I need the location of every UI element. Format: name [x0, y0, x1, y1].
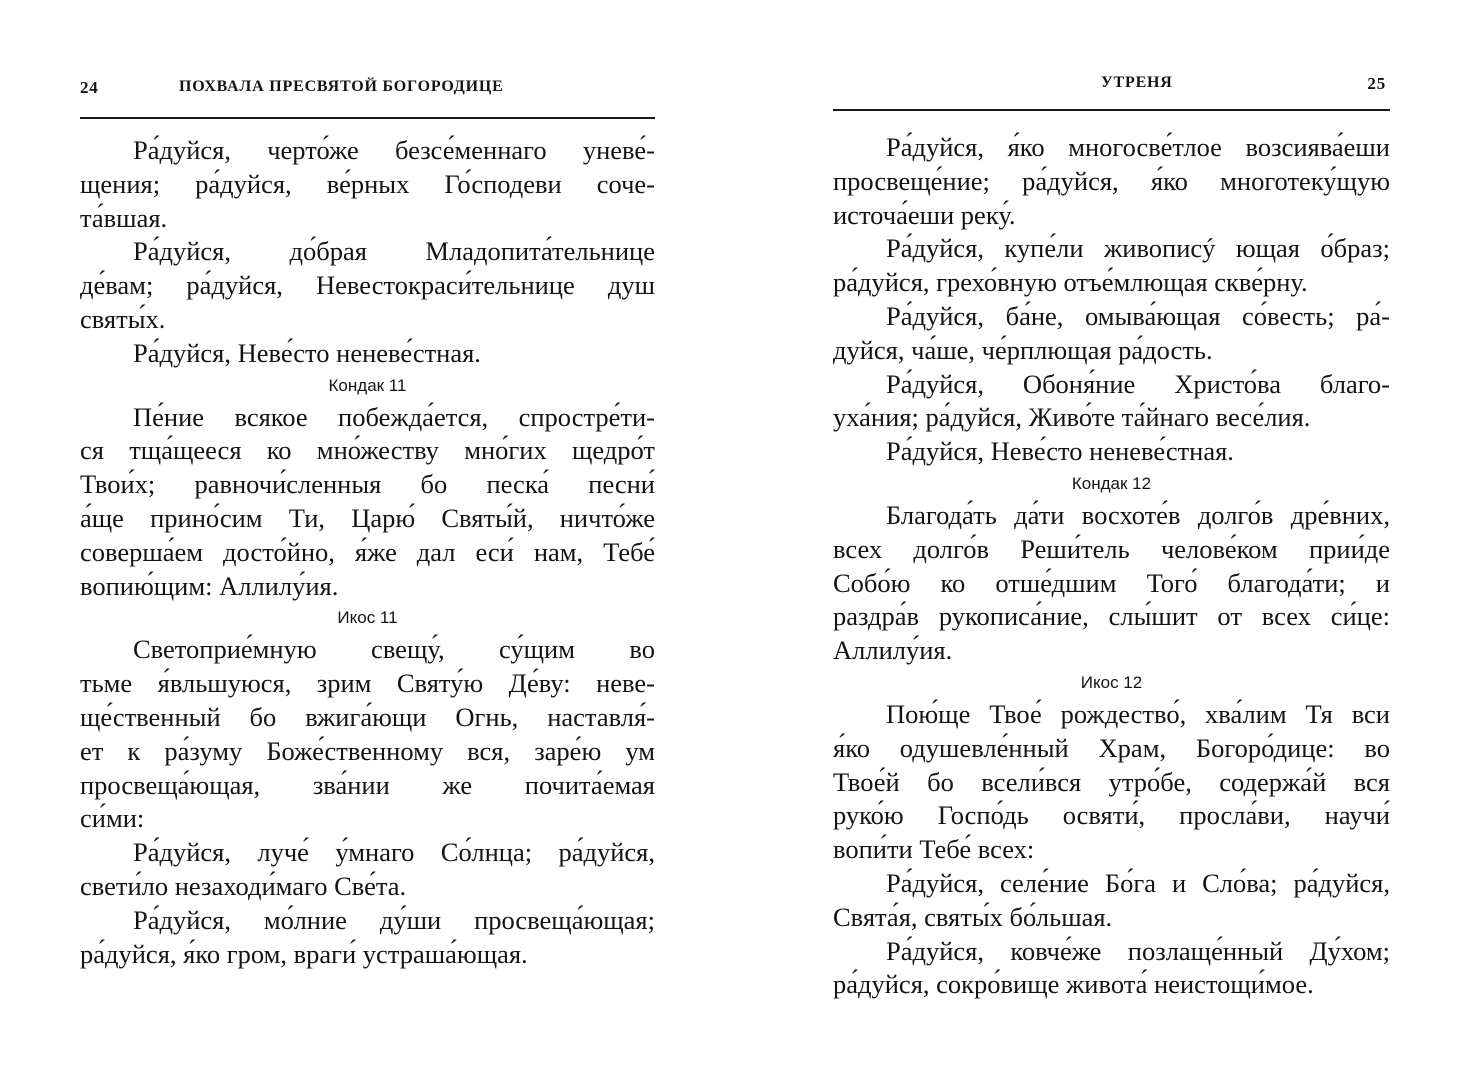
text-line: я́ко одушевле́нный Храм, Богоро́дице: во [833, 732, 1390, 763]
text-line: Ра́дуйся, Неве́сто неневе́стная. [886, 436, 1234, 467]
paragraph [80, 836, 655, 904]
paragraph [833, 867, 1390, 935]
text-line: вопи́ти Тебе́ всех: [833, 834, 1035, 865]
text-line: Ра́дуйся, мо́лние ду́ши просвеща́ющая; [133, 904, 655, 935]
section-heading: Икос 11 [337, 608, 398, 628]
text-line: Аллилу́ия. [833, 635, 953, 666]
text-line: Ра́дуйся, Неве́сто неневе́стная. [133, 337, 481, 368]
text-line: вопию́щим: Аллилу́ия. [80, 570, 339, 601]
text-line: уха́ния; ра́дуйся, Живо́те та́йнаго весе́лия. [833, 402, 1311, 433]
text-line: Собо́ю ко отше́дшим Того́ благода́ти; и [833, 567, 1390, 598]
text-line: просвеще́ние; ра́дуйся, я́ко многотеку́щую [833, 165, 1390, 196]
paragraph [833, 499, 1390, 668]
section-heading: Икос 12 [1080, 672, 1143, 692]
text-line: Ра́дуйся, черто́же безсе́меннаго уневе́- [133, 135, 655, 165]
text-line: руко́ю Госпо́дь освяти́, просла́ви, научи́ [833, 800, 1390, 831]
text-line: раздра́в рукописа́ние, слы́шит от всех си́це: [833, 601, 1390, 632]
text-line: Свята́я, святы́х бо́льшая. [833, 901, 1113, 932]
text-line: Ра́дуйся, селе́ние Бо́га и Сло́ва; ра́дуйся, [886, 867, 1390, 898]
text-line: Ра́дуйся, до́брая Младопита́тельнице [133, 236, 655, 267]
running-title: ПОХВАЛА ПРЕСВЯТОЙ БОГОРОДИЦЕ [179, 78, 504, 95]
text-line: свети́ло незаходи́маго Све́та. [80, 870, 407, 901]
text-line: дуйся, ча́ше, че́рплющая ра́дость. [833, 334, 1213, 365]
text-line: ра́дуйся, я́ко гром, враги́ устраша́ющая. [80, 938, 528, 969]
header-rule [833, 109, 1390, 111]
page-body [833, 131, 1390, 1002]
text-line: щения; ра́дуйся, ве́рных Го́сподеви соче- [80, 168, 655, 199]
text-line: Твои́х; равночи́сленныя бо песка́ песни́ [80, 469, 655, 500]
paragraph [833, 368, 1390, 436]
running-head [80, 78, 655, 108]
text-line: Ра́дуйся, я́ко многосве́тлое возсиява́еши [886, 132, 1390, 162]
text-line: Ра́дуйся, Обоня́ние Христо́ва благо- [886, 368, 1390, 399]
text-line: соверша́ем досто́йно, я́же дал еси́ нам, Тебе́ [80, 536, 655, 567]
text-line: ра́дуйся, грехо́вную отъе́млющая скве́рну. [833, 267, 1308, 298]
text-line: а́ще прино́сим Ти, Царю́ Святы́й, ничто́же [80, 502, 655, 533]
text-line: источа́еши реку́. [833, 199, 1016, 230]
text-line: Ра́дуйся, ковче́же позлаще́нный Ду́хом; [886, 935, 1390, 966]
paragraph [833, 698, 1390, 867]
running-head [833, 74, 1390, 104]
text-line: Ра́дуйся, ба́не, омыва́ющая со́весть; ра́- [886, 300, 1390, 331]
paragraph [80, 904, 655, 972]
running-title: УТРЕНЯ [1101, 74, 1173, 91]
text-line: Ра́дуйся, купе́ли живописý ющая о́браз; [886, 233, 1390, 264]
text-line: ра́дуйся, сокро́вище живота́ неистощи́мое. [833, 969, 1314, 1000]
text-line: всех долго́в Реши́тель челове́ком прии́де [833, 533, 1390, 564]
section-heading: Кондак 12 [1071, 473, 1152, 493]
paragraph [833, 131, 1390, 232]
text-line: Ра́дуйся, луче́ у́мнаго Со́лнца; ра́дуйся, [133, 837, 655, 868]
text-line: просвеща́ющая, зва́нии же почита́емая [80, 769, 655, 800]
text-line: де́вам; ра́дуйся, Невестокраси́тельнице душ [80, 270, 655, 301]
paragraph [833, 935, 1390, 1003]
paragraph [80, 235, 655, 336]
paragraph [80, 134, 655, 235]
text-line: Пе́ние всякое побежда́ется, спростре́ти- [133, 401, 655, 432]
text-line: Благода́ть да́ти восхоте́в долго́в дре́вних, [886, 499, 1390, 530]
text-line: Светоприе́мную свещу́, су́щим во [133, 634, 655, 665]
text-line: ет к ра́зуму Боже́ственному вся, заре́ю ум [80, 735, 655, 766]
text-line: Твое́й бо всели́вся утро́бе, содержа́й вся [833, 766, 1390, 797]
text-line: си́ми: [80, 803, 145, 834]
paragraph [833, 300, 1390, 368]
text-line: Пою́ще Твое́ рождество́, хва́лим Тя вси [886, 698, 1390, 729]
paragraph [80, 401, 655, 604]
paragraph [833, 435, 1390, 469]
page-body [80, 134, 655, 971]
page-number: 25 [1367, 74, 1386, 93]
header-rule [80, 117, 655, 119]
text-line: тьме я́вльшуюся, зрим Святу́ю Де́ву: неве- [80, 668, 655, 699]
text-line: ще́ственный бо вжига́ющи Огнь, наставля́- [80, 701, 655, 732]
paragraph [80, 633, 655, 836]
text-line: святы́х. [80, 303, 166, 334]
paragraph [80, 337, 655, 371]
text-line: та́вшая. [80, 202, 168, 233]
paragraph [833, 232, 1390, 300]
text-line: ся тща́щееся ко мно́жеству мно́гих щедро́т [80, 435, 655, 466]
page-number: 24 [80, 78, 99, 97]
section-heading: Кондак 11 [328, 375, 407, 395]
